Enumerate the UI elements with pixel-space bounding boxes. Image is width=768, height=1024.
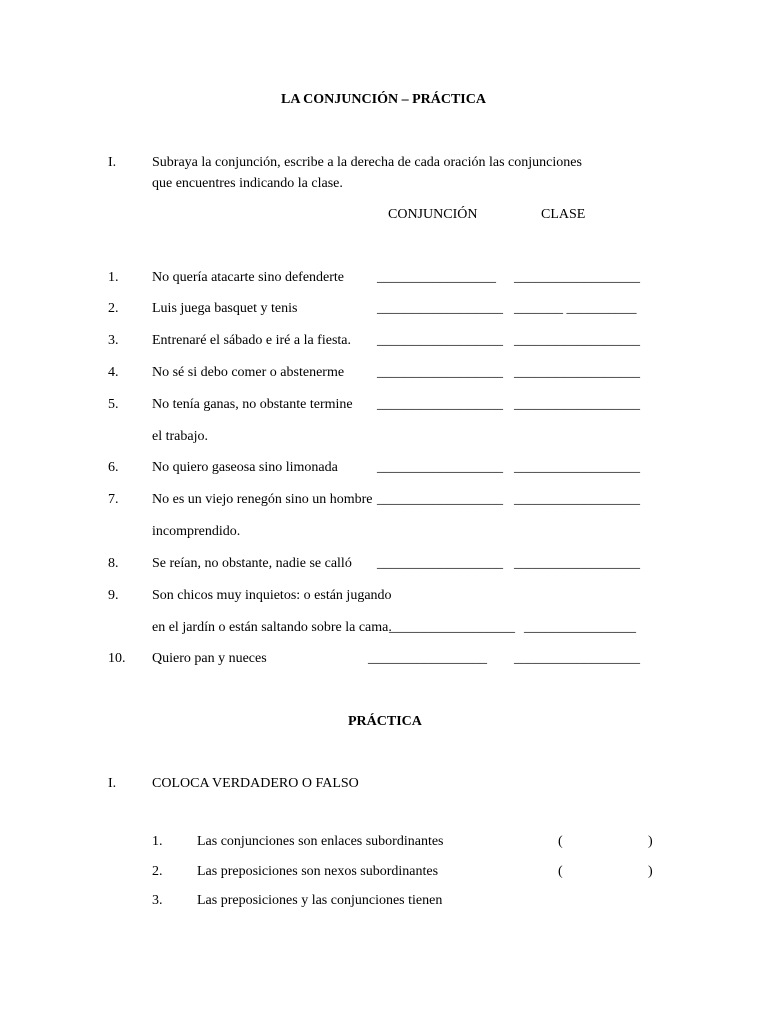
item-number: 6.: [108, 460, 119, 475]
item-number: 1.: [108, 270, 119, 285]
conjuncion-blank[interactable]: __________________: [377, 556, 503, 571]
clase-blank[interactable]: __________________: [514, 397, 640, 412]
item-number: 9.: [108, 588, 119, 603]
item-sentence: No quiero gaseosa sino limonada: [152, 460, 338, 475]
conjuncion-blank[interactable]: __________________: [377, 333, 503, 348]
clase-blank[interactable]: __________________: [514, 460, 640, 475]
item-sentence: Son chicos muy inquietos: o están jugando: [152, 588, 392, 603]
clase-blank[interactable]: __________________: [514, 270, 640, 285]
answer-paren-open[interactable]: (: [558, 864, 563, 879]
conjuncion-blank[interactable]: __________________: [389, 620, 515, 635]
item-sentence: Luis juega basquet y tenis: [152, 301, 298, 316]
conjuncion-blank[interactable]: _________________: [368, 651, 487, 666]
tf-item-statement: Las preposiciones son nexos subordinantes: [197, 864, 439, 879]
item-sentence: No sé si debo comer o abstenerme: [152, 365, 345, 380]
column-header-clase: CLASE: [541, 207, 586, 222]
clase-blank[interactable]: __________________: [514, 333, 640, 348]
item-number: 4.: [108, 365, 119, 380]
item-sentence: No quería atacarte sino defenderte: [152, 270, 345, 285]
item-number: 5.: [108, 397, 119, 412]
instruction-line-2: que encuentres indicando la clase.: [152, 176, 343, 191]
section-numeral: I.: [108, 155, 117, 170]
item-number: 10.: [108, 651, 126, 666]
tf-item-statement: Las preposiciones y las conjunciones tienen: [197, 893, 443, 908]
item-sentence-continuation: incomprendido.: [152, 524, 241, 539]
clase-blank[interactable]: __________________: [514, 651, 640, 666]
answer-paren-open[interactable]: (: [558, 834, 563, 849]
item-number: 2.: [108, 301, 119, 316]
item-sentence-continuation: el trabajo.: [152, 429, 208, 444]
answer-paren-close[interactable]: ): [648, 864, 653, 879]
page-title: LA CONJUNCIÓN – PRÁCTICA: [281, 92, 486, 107]
tf-item-number: 2.: [152, 864, 163, 879]
conjuncion-blank[interactable]: __________________: [377, 397, 503, 412]
instruction-line-1: Subraya la conjunción, escribe a la derecha de cada oración las conjunciones: [152, 155, 582, 170]
conjuncion-blank[interactable]: _________________: [377, 270, 496, 285]
clase-blank[interactable]: __________________: [514, 365, 640, 380]
section-numeral: I.: [108, 776, 117, 791]
item-sentence-continuation: en el jardín o están saltando sobre la cama.: [152, 620, 392, 635]
item-number: 3.: [108, 333, 119, 348]
tf-item-statement: Las conjunciones son enlaces subordinantes: [197, 834, 444, 849]
clase-blank[interactable]: ________________: [524, 620, 636, 635]
conjuncion-blank[interactable]: __________________: [377, 301, 503, 316]
item-sentence: No es un viejo renegón sino un hombre: [152, 492, 373, 507]
item-sentence: Quiero pan y nueces: [152, 651, 267, 666]
section-heading: COLOCA VERDADERO O FALSO: [152, 776, 359, 791]
conjuncion-blank[interactable]: __________________: [377, 492, 503, 507]
item-sentence: Se reían, no obstante, nadie se calló: [152, 556, 352, 571]
tf-item-number: 3.: [152, 893, 163, 908]
conjuncion-blank[interactable]: __________________: [377, 365, 503, 380]
column-header-conjuncion: CONJUNCIÓN: [388, 207, 478, 222]
answer-paren-close[interactable]: ): [648, 834, 653, 849]
tf-item-number: 1.: [152, 834, 163, 849]
item-number: 7.: [108, 492, 119, 507]
item-sentence: No tenía ganas, no obstante termine: [152, 397, 353, 412]
clase-blank[interactable]: _______ __________: [514, 301, 637, 316]
clase-blank[interactable]: __________________: [514, 492, 640, 507]
section-title: PRÁCTICA: [348, 714, 422, 729]
item-sentence: Entrenaré el sábado e iré a la fiesta.: [152, 333, 352, 348]
item-number: 8.: [108, 556, 119, 571]
clase-blank[interactable]: __________________: [514, 556, 640, 571]
conjuncion-blank[interactable]: __________________: [377, 460, 503, 475]
